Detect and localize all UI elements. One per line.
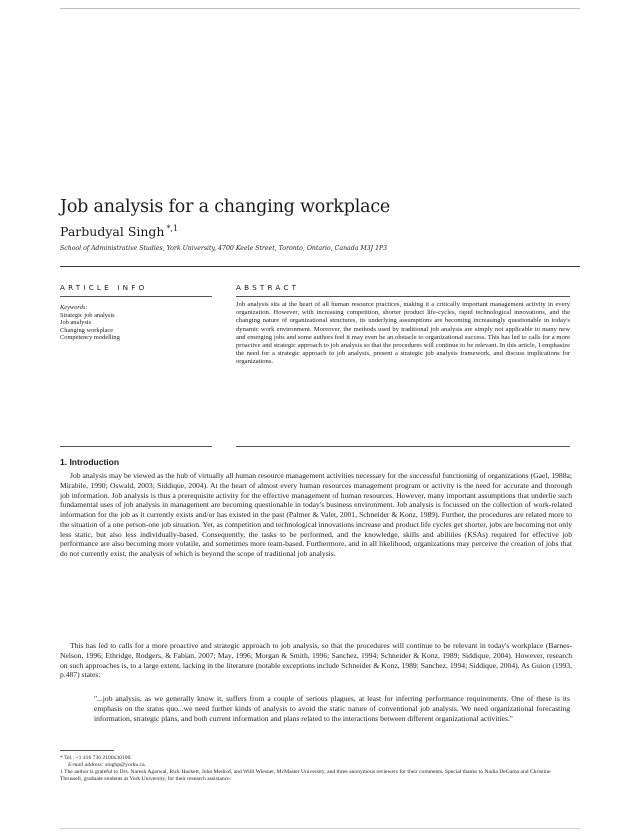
- footnotes: [60, 755, 572, 783]
- footnote-email: [60, 762, 572, 769]
- article-title: Job analysis for a changing workplace: [60, 197, 391, 217]
- author-marks: *,1: [166, 224, 179, 233]
- email-address: singhp@yorku.ca.: [105, 762, 146, 768]
- article-info-heading: ARTICLE INFO: [60, 283, 148, 292]
- footnote-tel: * Tel.: +1 416 736 2100x30100.: [60, 755, 132, 761]
- keyword-item: Changing workplace: [60, 326, 114, 334]
- keywords-block: [60, 304, 210, 342]
- page-top-rule: [60, 8, 580, 9]
- email-label: E-mail address:: [68, 762, 104, 768]
- abstract-bottom-rule: [236, 446, 570, 447]
- keyword-item: Job analysis: [60, 319, 92, 326]
- header-rule: [60, 266, 580, 267]
- intro-paragraph-1: Job analysis may be viewed as the hub of virtually all human resource management activities necessary for the successful functioning of organizations (Gael, 1988a; Mirabile, 1990; Oswald, 2003; Siddique, 2004). At the heart of almost every human resources management program or activity is the need for accurate and thorough job information. Job analysis is thus a prerequisite activity for the effective management of human resources. However, many important assumptions that underlie such fundamental uses of job analysis in management are becoming questionable in today's business environment. Job analysis is focussed on the collection of work-related information for the job as it currently exists and/or has existed in the past (Palmer & Valet, 2001, Schneider & Konz, 1989). Further, the procedures are related more to the situation of a one person-one job situation. Yet, as competition and technological innovations increase and product life cycles get shorter, jobs are becoming not only less static, but also less individually-based. Consequently, the tasks to be performed, and the knowledge, skills and abilities (KSAs) required for effective job performance are also becoming more volatile, and sometimes more team-based. Furthermore, and in all likelihood, organizations may perceive the creation of jobs that do not currently exist, the analysis of which is beyond the scope of traditional job analysis.: [60, 471, 572, 558]
- guion-quote: "...job analysis, as we generally know it, suffers from a couple of serious plagues, at least for inferring performance requirements. One of these is its emphasis on the status quo...we need further kinds of analysis to avoid the static nature of conventional job analysis. We need organizational forecasting information, strategic plans, and both current information and plans related to the interactions between different organizational activities.": [94, 694, 570, 723]
- keyword-item: Strategic job analysis: [60, 311, 115, 319]
- author-line: [60, 224, 178, 239]
- author-name: Parbudyal Singh: [60, 224, 165, 240]
- footnote-rule: [60, 750, 114, 751]
- keyword-item: Competency modelling: [60, 334, 120, 341]
- footnote-1: 1 The author is grateful to Drs. Naresh Agarwal, Rick Hackett, John Medcof, and Willi Wiesner, McMaster University, and three anonymous reviewers for their comments. Special thanks to Nadia DeGama and Christine Thrussell, graduate students at York University, for their research assistance.: [60, 769, 551, 782]
- abstract-text: Job analysis sits at the heart of all human resource practices, making it a critically important management activity in every organization. However, with increasing competition, shorter product life-cycles, rapid technological innovations, and the changing nature of organizational structures, its underlying assumptions are becoming increasingly questionable in today's dynamic work environment. Moreover, the methods used by traditional job analysis are simply not applicable to many new and emerging jobs and some authors feel it may even be an obstacle to organizational success. This has led to calls for a more proactive and strategic approach to job analysis so that the procedures will continue to be relevant. In this article, I emphasize the need for a strategic approach to job analysis, present a strategic job analysis framework, and discuss implications for organizations.: [236, 301, 570, 366]
- page-bottom-rule: [60, 828, 580, 829]
- keywords-label: Keywords:: [60, 304, 88, 311]
- section-heading-introduction: 1. Introduction: [60, 457, 120, 467]
- article-info-bottom-rule: [60, 446, 212, 447]
- abstract-rule: [236, 296, 570, 297]
- abstract-heading: ABSTRACT: [236, 283, 300, 292]
- intro-paragraph-2: This has led to calls for a more proactive and strategic approach to job analysis, so that the procedures will continue to be relevant in today's workplace (Barnes-Nelson, 1996; Ethridge, Rodgers, & Fabian, 2007; May, 1996; Morgan & Smith, 1996; Sanchez, 1994; Schneider & Konz, 1989; Siddique, 2004). However, research on such approaches is, to a large extent, lacking in the literature (notable exceptions include Schneider & Konz, 1989; Sanchez, 1994; Siddique, 2004). As Guion (1993, p.487) states:: [60, 641, 572, 680]
- article-info-rule: [60, 296, 212, 297]
- author-affiliation: School of Administrative Studies, York University, 4700 Keele Street, Toronto, Ontario, Canada M3J 1P3: [60, 245, 388, 252]
